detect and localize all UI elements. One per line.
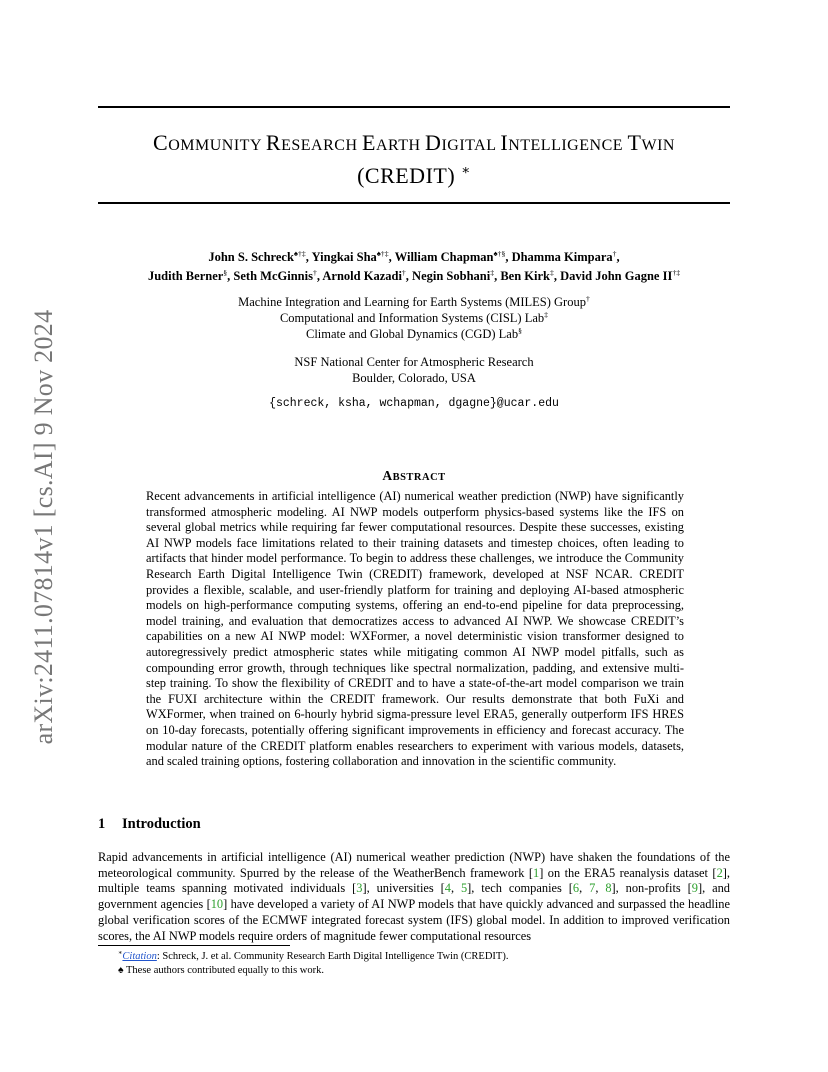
citation-link[interactable]: 2 <box>716 865 723 880</box>
citation-link[interactable]: Citation <box>122 951 157 962</box>
intro-text: ], and government agencies [ <box>98 881 730 912</box>
author: Negin Sobhani‡ <box>412 267 495 283</box>
paper-title <box>98 128 730 191</box>
affiliation: Climate and Global Dynamics (CGD) Lab§ <box>306 325 522 341</box>
footnotes <box>118 950 508 977</box>
institution: NSF National Center for Atmospheric Research <box>294 355 534 369</box>
location: Boulder, Colorado, USA <box>352 371 476 385</box>
citation-link[interactable]: 9 <box>691 881 698 896</box>
intro-text: Rapid advancements in artificial intelligence (AI) numerical weather prediction (NWP) have shaken the foundations of the meteorological community. Spurred by the release of the WeatherBench framework [ <box>98 850 730 880</box>
author: Judith Berner§ <box>147 267 228 283</box>
intro-text: ] on the ERA5 reanalysis dataset [ <box>539 865 717 880</box>
intro-text: ], non-profits [ <box>611 881 692 896</box>
title-rule-bottom <box>98 202 730 204</box>
title-footnote-marker: ∗ <box>461 162 471 178</box>
author: Yingkai Sha♠†‡ <box>311 248 389 264</box>
title-line-1: COMMUNITY RESEARCH EARTH DIGITAL INTELLIGENCE TWIN <box>153 130 675 155</box>
arxiv-side-stamp: arXiv:2411.07814v1 [cs.AI] 9 Nov 2024 <box>29 309 58 745</box>
intro-text: , <box>595 881 606 896</box>
footnote-equal-contribution: ♠ These authors contributed equally to this work. <box>118 964 325 976</box>
author: William Chapman♠†§ <box>394 248 506 264</box>
footnote-citation: ∗Citation: Schreck, J. et al. Community Research Earth Digital Intelligence Twin (CREDIT). <box>118 949 509 962</box>
intro-text: ], universities [ <box>362 881 445 896</box>
citation-link[interactable]: 3 <box>356 881 363 896</box>
author: Ben Kirk‡ <box>500 267 554 283</box>
affiliations <box>98 294 730 412</box>
affiliation: Machine Integration and Learning for Earth Systems (MILES) Group† <box>238 293 590 309</box>
citation-link[interactable]: 4 <box>444 881 451 896</box>
introduction-paragraph <box>98 850 730 944</box>
title-rule-top <box>98 106 730 108</box>
author-emails: {schreck, ksha, wchapman, dgagne}@ucar.edu <box>269 397 559 410</box>
citation-link[interactable]: 1 <box>532 865 540 880</box>
intro-text: ], tech companies [ <box>467 881 573 896</box>
citation-link[interactable]: 6 <box>572 881 580 896</box>
abstract-body: Recent advancements in artificial intelligence (AI) numerical weather prediction (NWP) have significantly transformed atmospheric modeling. AI NWP models outperform physics-based systems like the IFS on several global metrics while requiring far fewer computational resources. Despite these successes, existing AI NWP models face limitations related to their training datasets and timestep choices, often leading to artifacts that hinder model performance. To begin to address these challenges, we introduce the Community Research Earth Digital Intelligence Twin (CREDIT) framework, developed at NSF NCAR. CREDIT provides a flexible, scalable, and user-friendly platform for training and deploying AI-based atmospheric models on high-performance computing systems, offering an end-to-end pipeline for data preprocessing, model training, and evaluation that democratizes access to advanced AI NWP. We showcase CREDIT’s capabilities on a new AI NWP model: WXFormer, a novel deterministic vision transformer designed to autoregressively predict atmospheric states while mitigating common AI NWP model pitfalls, such as compounding error growth, through techniques like spectral normalization, padding, and extensive multi-step training. To show the flexibility of CREDIT and to have a state-of-the-art model comparison we train the FUXI architecture within the CREDIT framework. Our results demonstrate that both FuXi and WXFormer, when trained on 6-hourly hybrid sigma-pressure level ERA5, generally outperform IFS HRES on 10-day forecasts, potentially offering significant improvements in efficiency and forecast accuracy. The modular nature of the CREDIT platform enables researchers to experiment with various models, datasets, and scaled training options, fostering collaboration and innovation in the scientific community. <box>146 489 684 769</box>
intro-text: , <box>450 881 461 896</box>
intro-text: ], multiple teams spanning motivated individuals [ <box>98 865 730 896</box>
citation-link[interactable]: 5 <box>460 881 468 896</box>
author: Arnold Kazadi† <box>322 267 406 283</box>
intro-text: , <box>579 881 590 896</box>
author: Seth McGinnis† <box>233 267 317 283</box>
title-line-2: (CREDIT) ∗ <box>357 162 471 188</box>
section-heading: 1 Introduction <box>98 816 201 832</box>
author: David John Gagne II†‡ <box>560 267 681 283</box>
author: John S. Schreck♠†‡ <box>208 248 306 264</box>
citation-link[interactable]: 7 <box>589 881 596 896</box>
footnote-rule <box>98 945 290 946</box>
author-list: John S. Schreck♠†‡, Yingkai Sha♠†‡, William Chapman♠†§, Dhamma Kimpara†, Judith Berner§, Seth McGinnis†, Arnold Kazadi†, Negin Sobhani‡, Ben Kirk‡, David John Gagne II†‡ <box>147 248 681 283</box>
citation-link[interactable]: 8 <box>605 881 612 896</box>
intro-text: ] have developed a variety of AI NWP models that have quickly advanced and surpassed the headline global verification scores of the ECMWF integrated forecast system (IFS) global model. In addition to improved verification scores, the AI NWP models require orders of magnitude fewer computational resources <box>98 897 730 943</box>
citation-link[interactable]: 10 <box>210 897 224 912</box>
author: Dhamma Kimpara† <box>511 248 617 264</box>
abstract-heading: ABSTRACT <box>382 468 446 483</box>
affiliation: Computational and Information Systems (CISL) Lab‡ <box>279 309 549 325</box>
